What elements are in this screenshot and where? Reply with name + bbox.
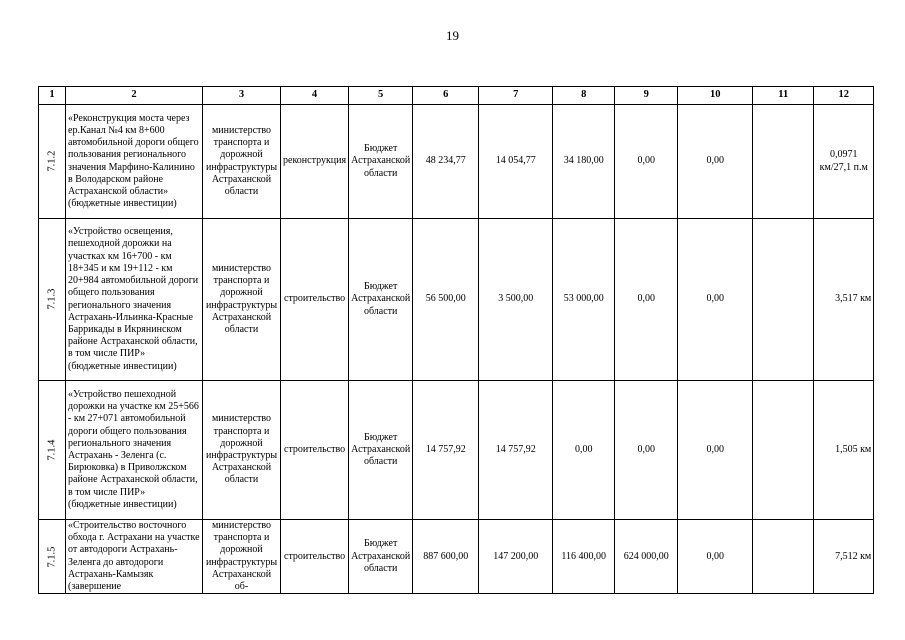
work-type-cell: строительство xyxy=(281,381,349,520)
header-cell: 5 xyxy=(349,87,413,105)
row-code-cell xyxy=(39,219,66,381)
object-name: «Устройство пешеходной дорожки на участке км 25+566 - км 27+071 автомобильной дороги общего пользования регионального значения Астрахань - Зеленга (с. Бирюковка) в Приволжском районе Астраханской области, в том числе ПИР» (бюджетные инвестиции) xyxy=(66,381,203,520)
table-row xyxy=(39,219,874,381)
value-col-10: 0,00 xyxy=(678,105,753,219)
funding-source-cell: Бюджет Астраханской области xyxy=(349,381,413,520)
value-col-7: 3 500,00 xyxy=(479,219,553,381)
agency-cell: министерство транспорта и дорожной инфраструктуры Астраханской области xyxy=(203,219,281,381)
result-cell: 3,517 км xyxy=(814,219,874,381)
table-row xyxy=(39,381,874,520)
value-col-6: 48 234,77 xyxy=(413,105,479,219)
header-cell: 11 xyxy=(753,87,814,105)
header-cell: 9 xyxy=(615,87,678,105)
row-code-cell xyxy=(39,381,66,520)
header-cell: 4 xyxy=(281,87,349,105)
row-code-cell xyxy=(39,520,66,594)
value-col-8: 34 180,00 xyxy=(553,105,615,219)
header-cell: 8 xyxy=(553,87,615,105)
work-type-cell: строительство xyxy=(281,520,349,594)
value-col-11 xyxy=(753,381,814,520)
value-col-6: 887 600,00 xyxy=(413,520,479,594)
value-col-10: 0,00 xyxy=(678,520,753,594)
value-col-6: 14 757,92 xyxy=(413,381,479,520)
value-col-11 xyxy=(753,219,814,381)
value-col-7: 147 200,00 xyxy=(479,520,553,594)
table-row xyxy=(39,520,874,594)
header-cell: 6 xyxy=(413,87,479,105)
value-col-6: 56 500,00 xyxy=(413,219,479,381)
value-col-9: 624 000,00 xyxy=(615,520,678,594)
header-row xyxy=(39,87,874,105)
budget-table xyxy=(38,86,874,594)
funding-source-cell: Бюджет Астраханской области xyxy=(349,105,413,219)
row-code: 7.1.5 xyxy=(45,546,57,568)
funding-source-cell: Бюджет Астраханской области xyxy=(349,520,413,594)
result-cell: 0,0971 км/27,1 п.м xyxy=(814,105,874,219)
value-col-11 xyxy=(753,520,814,594)
table-row xyxy=(39,105,874,219)
value-col-8: 53 000,00 xyxy=(553,219,615,381)
value-col-10: 0,00 xyxy=(678,381,753,520)
header-cell: 2 xyxy=(66,87,203,105)
work-type-cell: строительство xyxy=(281,219,349,381)
funding-source-cell: Бюджет Астраханской области xyxy=(349,219,413,381)
result-cell: 7,512 км xyxy=(814,520,874,594)
value-col-10: 0,00 xyxy=(678,219,753,381)
agency-cell: министерство транспорта и дорожной инфраструктуры Астраханской области xyxy=(203,381,281,520)
value-col-8: 0,00 xyxy=(553,381,615,520)
row-code: 7.1.3 xyxy=(45,288,57,310)
object-name: «Строительство восточного обхода г. Астрахани на участке от автодороги Астрахань-Зеленга до автодороги Астрахань-Камызяк (завершение xyxy=(66,520,203,594)
value-col-7: 14 054,77 xyxy=(479,105,553,219)
agency-cell: министерство транспорта и дорожной инфраструктуры Астраханской об- xyxy=(203,520,281,594)
result-cell: 1,505 км xyxy=(814,381,874,520)
page-number: 19 xyxy=(446,28,459,43)
row-code: 7.1.2 xyxy=(45,150,57,172)
header-cell: 12 xyxy=(814,87,874,105)
object-name: «Реконструкция моста через ер.Канал №4 км 8+600 автомобильной дороги общего пользования регионального значения Марфино-Калинино в Володарском районе Астраханской области» (бюджетные инвестиции) xyxy=(66,105,203,219)
header-cell: 10 xyxy=(678,87,753,105)
value-col-9: 0,00 xyxy=(615,105,678,219)
value-col-8: 116 400,00 xyxy=(553,520,615,594)
header-cell: 7 xyxy=(479,87,553,105)
value-col-9: 0,00 xyxy=(615,219,678,381)
header-cell: 3 xyxy=(203,87,281,105)
value-col-11 xyxy=(753,105,814,219)
object-name: «Устройство освещения, пешеходной дорожки на участках км 16+700 - км 18+345 и км 19+112 - км 20+984 автомобильной дороги общего пользования регионального значения Астрахань-Ильинка-Красные Баррикады в Икрянинском районе Астраханской области, в том числе ПИР» (бюджетные инвестиции) xyxy=(66,219,203,381)
agency-cell: министерство транспорта и дорожной инфраструктуры Астраханской области xyxy=(203,105,281,219)
row-code: 7.1.4 xyxy=(45,439,57,461)
value-col-9: 0,00 xyxy=(615,381,678,520)
value-col-7: 14 757,92 xyxy=(479,381,553,520)
row-code-cell xyxy=(39,105,66,219)
work-type-cell: реконструкция xyxy=(281,105,349,219)
header-cell: 1 xyxy=(39,87,66,105)
